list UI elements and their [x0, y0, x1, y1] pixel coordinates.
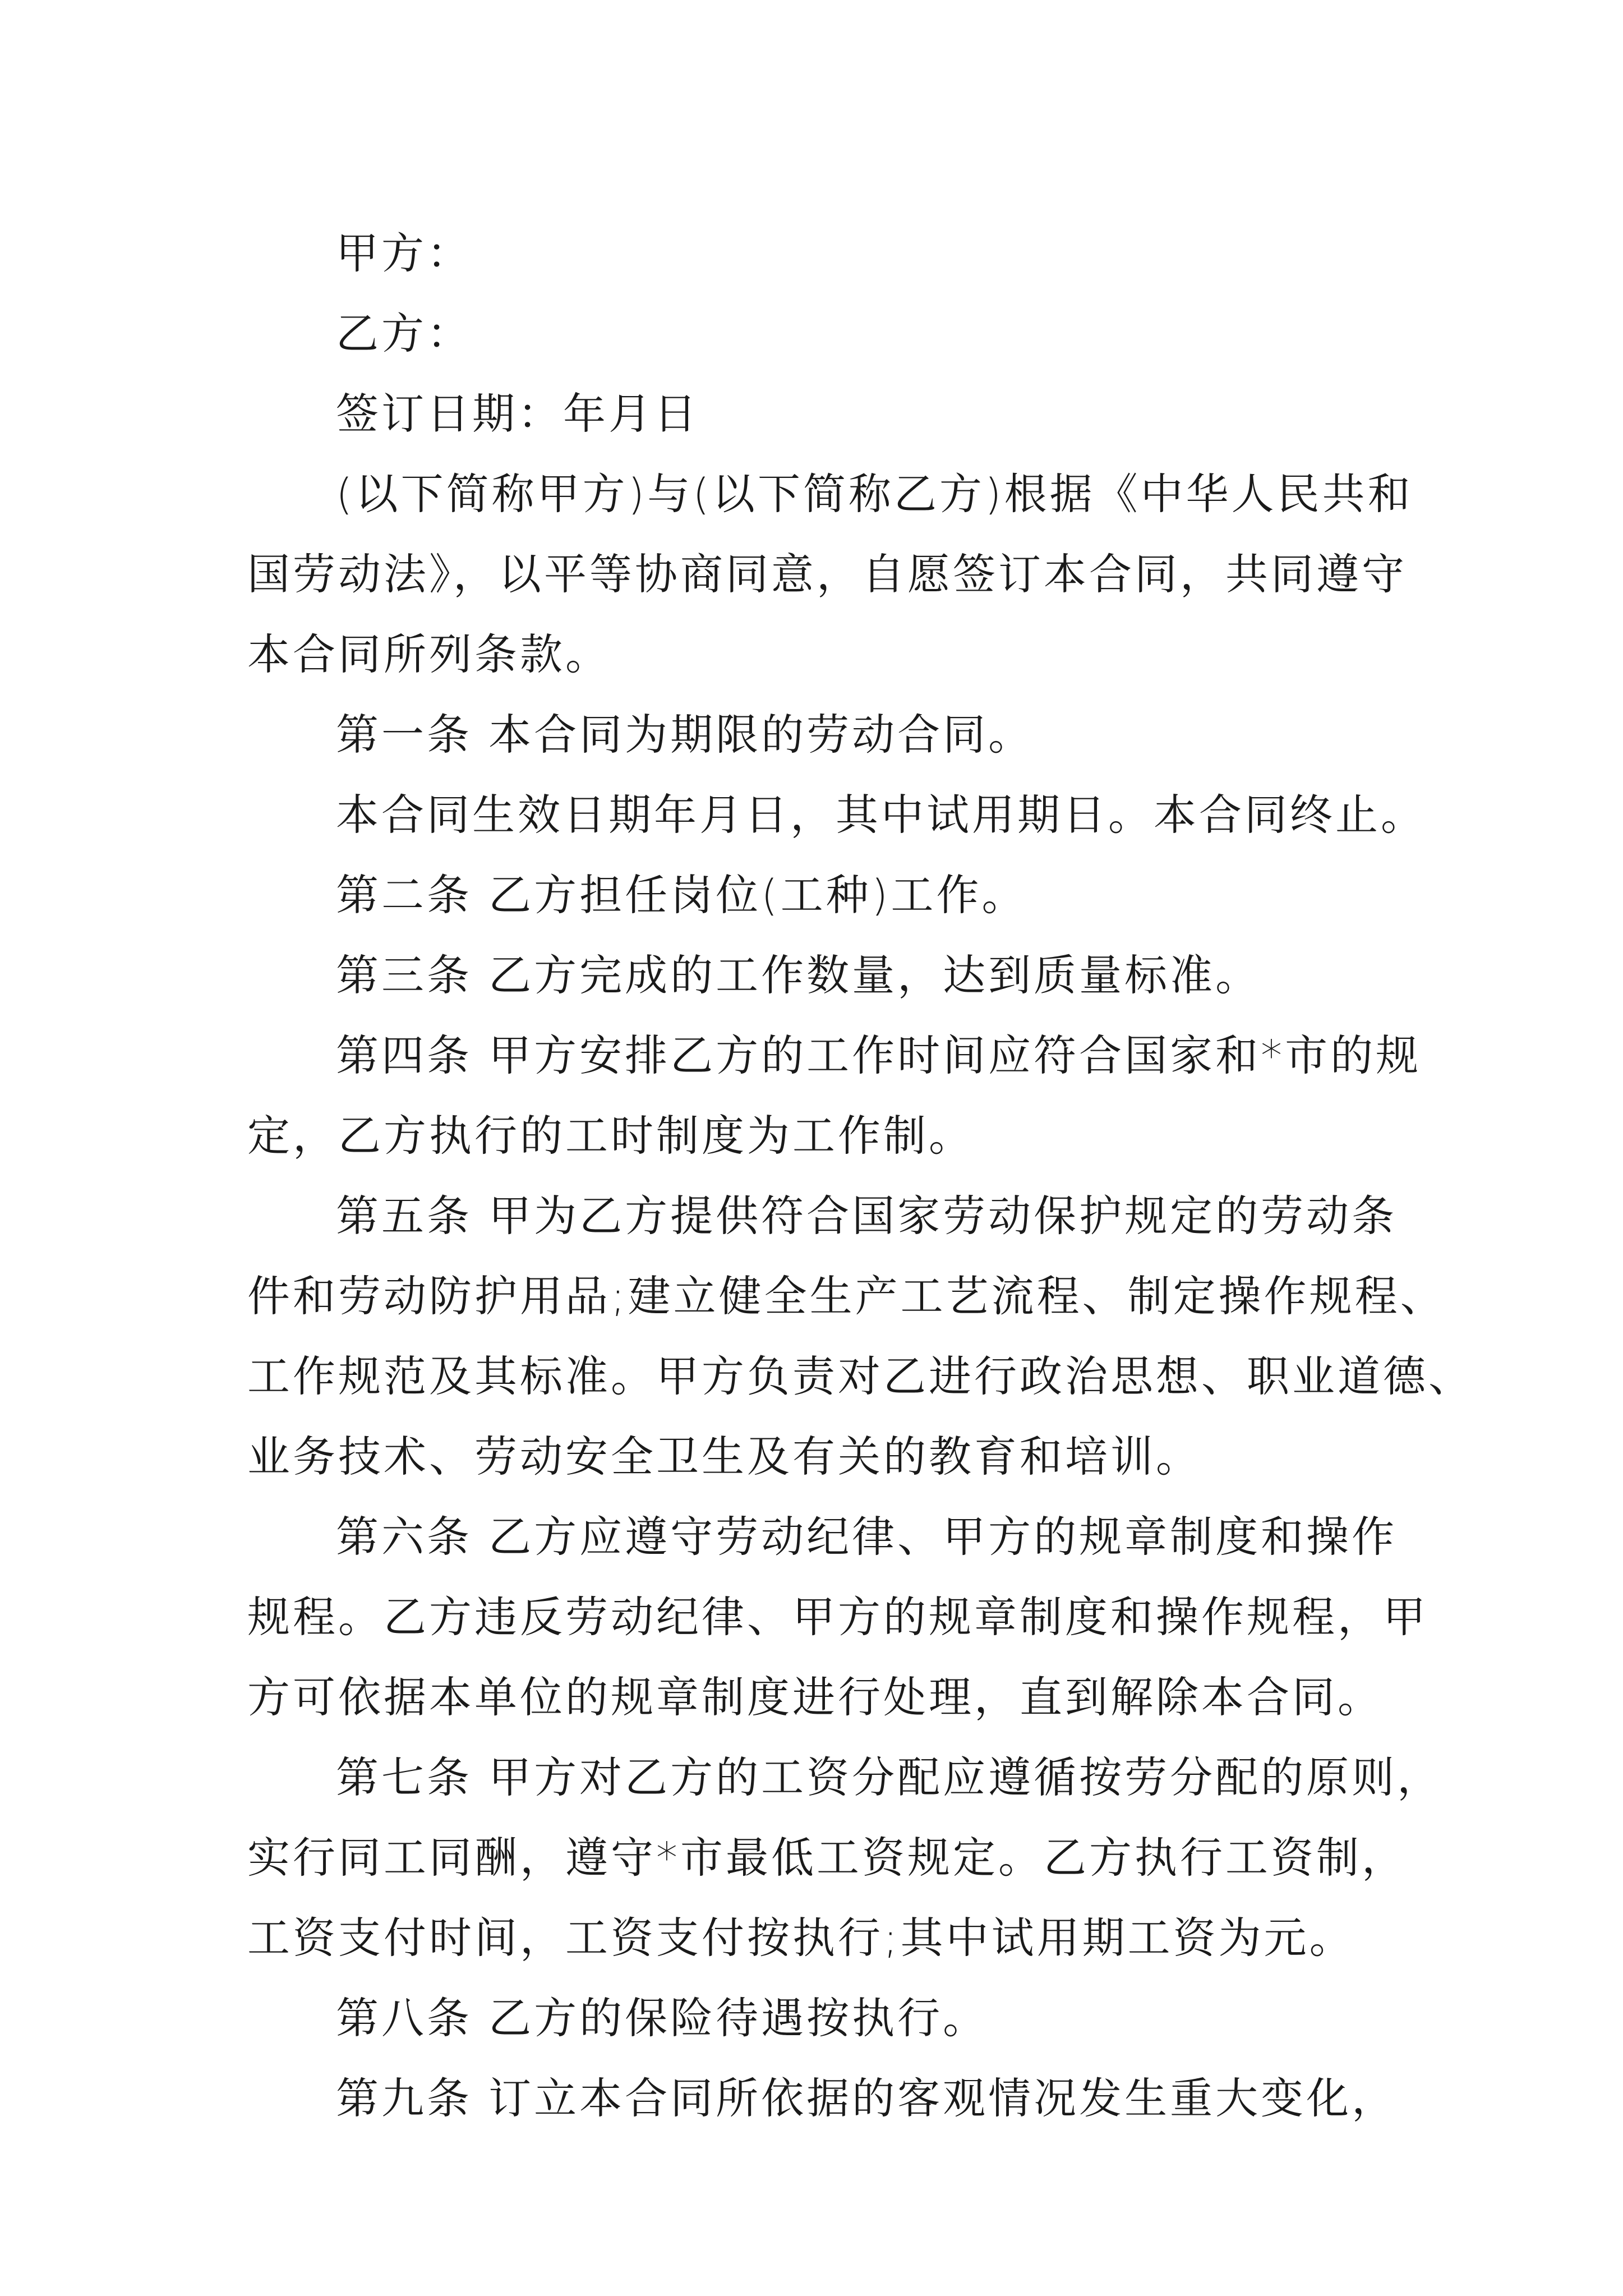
article-4-line-1: 第四条 甲方安排乙方的工作时间应符合国家和*市的规	[336, 1030, 1422, 1080]
signing-date-line: 签订日期：年月日	[336, 389, 699, 439]
party-b-line: 乙方：	[336, 309, 472, 358]
article-3-line: 第三条 乙方完成的工作数量，达到质量标准。	[336, 950, 1261, 1000]
preamble-line-1: (以下简称甲方)与(以下简称乙方)根据《中华人民共和	[336, 469, 1413, 519]
article-7-line-2: 实行同工同酬，遵守*市最低工资规定。乙方执行工资制，	[247, 1833, 1407, 1883]
article-5-line-4: 业务技术、劳动安全卫生及有关的教育和培训。	[247, 1432, 1201, 1481]
article-7-line-3: 工资支付时间，工资支付按执行;其中试用期工资为元。	[247, 1913, 1355, 1963]
article-5-line-1: 第五条 甲为乙方提供符合国家劳动保护规定的劳动条	[336, 1191, 1398, 1241]
party-a-line: 甲方：	[336, 228, 472, 278]
article-6-line-1: 第六条 乙方应遵守劳动纪律、甲方的规章制度和操作	[336, 1512, 1398, 1562]
article-7-line-1: 第七条 甲方对乙方的工资分配应遵循按劳分配的原则，	[336, 1752, 1443, 1802]
preamble-line-3: 本合同所列条款。	[247, 629, 611, 679]
article-1-line-1: 第一条 本合同为期限的劳动合同。	[336, 710, 1034, 760]
article-5-line-2: 件和劳动防护用品;建立健全生产工艺流程、制定操作规程、	[247, 1271, 1446, 1321]
contract-body	[247, 213, 1474, 2138]
article-9-line-1: 第九条 订立本合同所依据的客观情况发生重大变化，	[336, 2073, 1398, 2123]
article-2-line: 第二条 乙方担任岗位(工种)工作。	[336, 870, 1027, 920]
article-6-line-3: 方可依据本单位的规章制度进行处理，直到解除本合同。	[247, 1672, 1383, 1722]
article-6-line-2: 规程。乙方违反劳动纪律、甲方的规章制度和操作规程，甲	[247, 1592, 1428, 1642]
article-5-line-3: 工作规范及其标准。甲方负责对乙进行政治思想、职业道德、	[247, 1351, 1474, 1401]
article-8-line: 第八条 乙方的保险待遇按执行。	[336, 1993, 989, 2043]
article-4-line-2: 定，乙方执行的工时制度为工作制。	[247, 1111, 974, 1161]
article-1-line-2: 本合同生效日期年月日，其中试用期日。本合同终止。	[336, 790, 1426, 840]
preamble-line-2: 国劳动法》，以平等协商同意，自愿签订本合同，共同遵守	[247, 549, 1407, 599]
